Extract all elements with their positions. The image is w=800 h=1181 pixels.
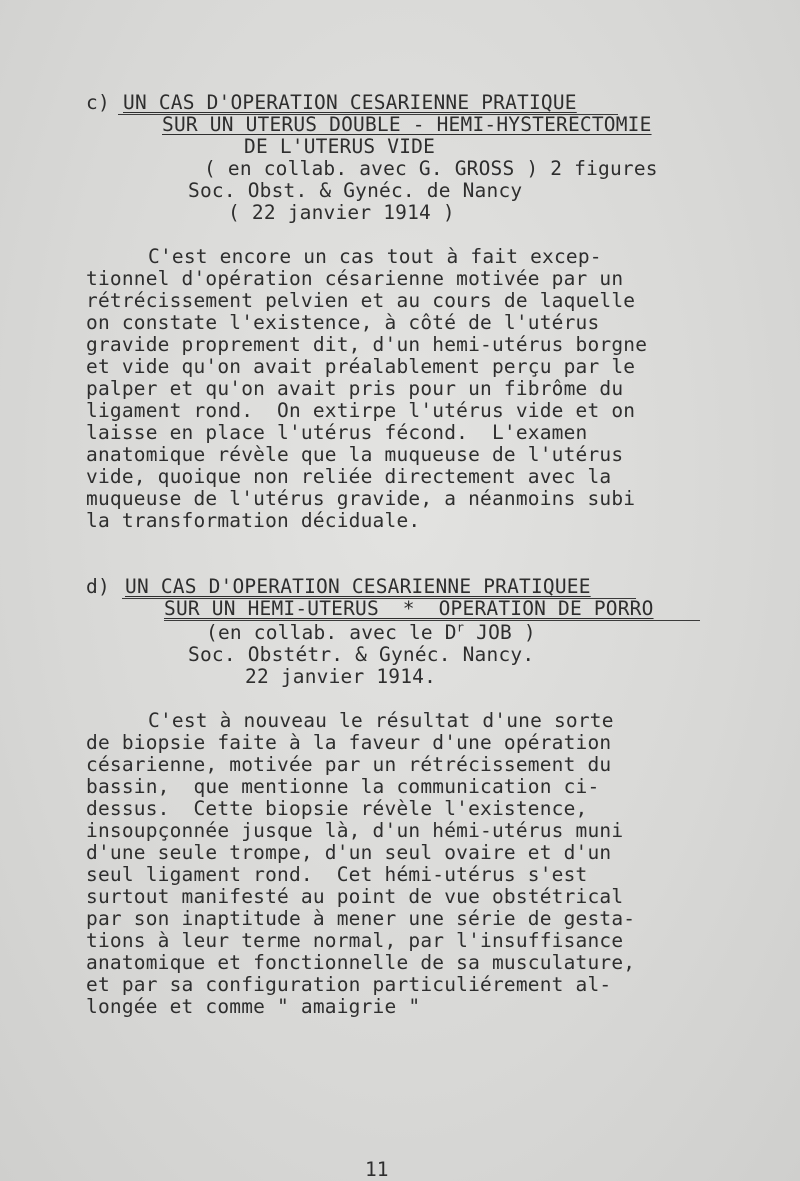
section-c-label: c) bbox=[86, 91, 110, 114]
section-c-date: ( 22 janvier 1914 ) bbox=[228, 201, 455, 224]
section-c-body-line: ligament rond. On extirpe l'utérus vide et on bbox=[86, 399, 636, 422]
section-d-collab bbox=[206, 622, 536, 644]
section-d-date: 22 janvier 1914. bbox=[245, 665, 437, 688]
section-d-body-line: surtout manifesté au point de vue obstétrical bbox=[86, 885, 624, 908]
section-d-society: Soc. Obstétr. & Gynéc. Nancy. bbox=[188, 643, 535, 666]
section-c-body-line: gravide proprement dit, d'un hemi-utérus borgne bbox=[86, 333, 648, 356]
section-d-label: d) bbox=[86, 575, 110, 598]
section-d-body-line: C'est à nouveau le résultat d'une sorte bbox=[148, 709, 614, 732]
section-c-body-line: on constate l'existence, à côté de l'utérus bbox=[86, 311, 600, 334]
section-d-collab-suffix: JOB ) bbox=[464, 621, 536, 644]
section-d-body-line: bassin, que mentionne la communication ci- bbox=[86, 775, 600, 798]
section-c-collab: ( en collab. avec G. GROSS ) 2 figures bbox=[204, 157, 658, 180]
section-c-body-line: rétrécissement pelvien et au cours de laquelle bbox=[86, 289, 636, 312]
section-c-body-line: C'est encore un cas tout à fait excep- bbox=[148, 245, 602, 268]
section-d-body-line: et par sa configuration particuliérement al- bbox=[86, 973, 612, 996]
section-d-body-line: dessus. Cette biopsie révèle l'existence, bbox=[86, 797, 588, 820]
section-d-body-line: de biopsie faite à la faveur d'une opération bbox=[86, 731, 612, 754]
section-d-title-line1: UN CAS D'OPERATION CESARIENNE PRATIQUEE bbox=[125, 575, 591, 598]
section-c-body-line: tionnel d'opération césarienne motivée par un bbox=[86, 267, 624, 290]
section-d-title-line2: SUR UN HEMI-UTERUS * OPERATION DE PORRO bbox=[164, 597, 654, 620]
section-d-body-line: longée et comme " amaigrie " bbox=[86, 995, 421, 1018]
section-c-body-line: palper et qu'on avait pris pour un fibrôme du bbox=[86, 377, 624, 400]
section-d-body-line: d'une seule trompe, d'un seul ovaire et d'un bbox=[86, 841, 612, 864]
section-d-collab-prefix: (en collab. avec le D bbox=[206, 621, 457, 644]
page-number: 11 bbox=[365, 1158, 389, 1181]
section-c-society: Soc. Obst. & Gynéc. de Nancy bbox=[188, 179, 523, 202]
section-d-body-line: insoupçonnée jusque là, d'un hémi-utérus muni bbox=[86, 819, 624, 842]
section-d-body-line: anatomique et fonctionnelle de sa musculature, bbox=[86, 951, 636, 974]
section-c-body-line: anatomique révèle que la muqueuse de l'utérus bbox=[86, 443, 624, 466]
section-d-body-line: par son inaptitude à mener une série de gesta- bbox=[86, 907, 636, 930]
section-c-title-rule bbox=[118, 114, 618, 115]
section-d-title-rule bbox=[122, 598, 636, 599]
section-c-body-line: muqueuse de l'utérus gravide, a néanmoins subi bbox=[86, 487, 636, 510]
section-d-body-line: tions à leur terme normal, par l'insuffisance bbox=[86, 929, 624, 952]
section-c-body-line: laisse en place l'utérus fécond. L'examen bbox=[86, 421, 588, 444]
section-c-title-line2: SUR UN UTERUS DOUBLE - HEMI-HYSTERECTOMIE bbox=[162, 113, 652, 136]
section-d-collab-superscript: r bbox=[456, 620, 465, 635]
section-c-body-line: vide, quoique non reliée directement avec la bbox=[86, 465, 612, 488]
section-c-title-line1: UN CAS D'OPERATION CESARIENNE PRATIQUE bbox=[123, 91, 577, 114]
section-c-body-line: et vide qu'on avait préalablement perçu par le bbox=[86, 355, 636, 378]
section-d-body-line: césarienne, motivée par un rétrécissement du bbox=[86, 753, 612, 776]
section-c-body-line: la transformation déciduale. bbox=[86, 509, 421, 532]
section-d-body-line: seul ligament rond. Cet hémi-utérus s'est bbox=[86, 863, 588, 886]
section-c-title-line3: DE L'UTERUS VIDE bbox=[244, 135, 436, 158]
